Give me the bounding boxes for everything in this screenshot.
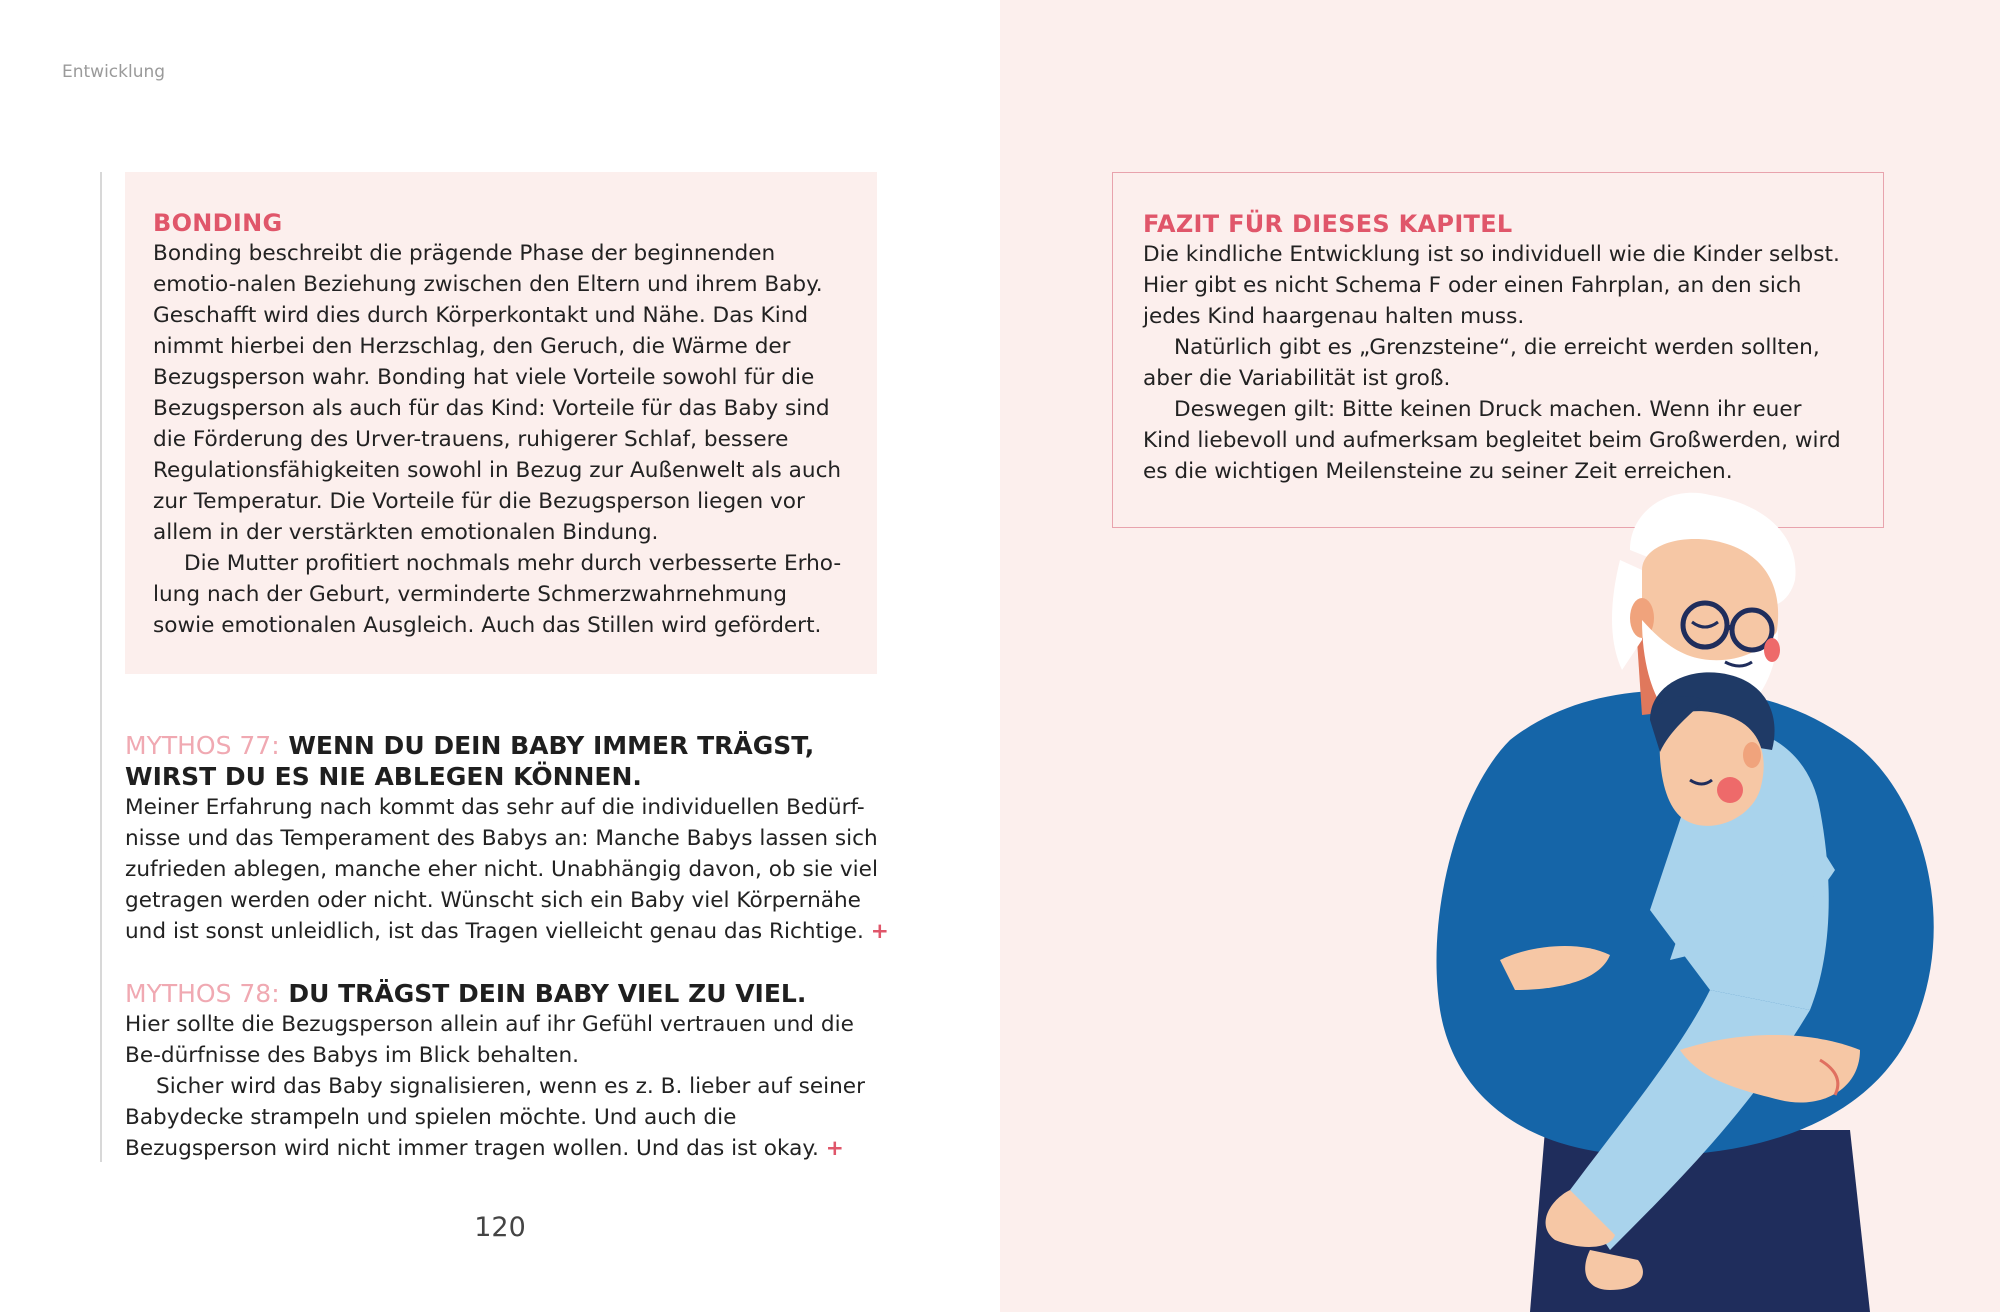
myth-77-paragraph: Meiner Erfahrung nach kommt das sehr auf die individuellen Bedürf-nisse und das Temperament des Babys an: Manche Babys lassen sich zufrieden ablegen, manche eher nicht. Unabhängig davon, ob sie viel getragen werden oder nicht. Wünscht sich ein Baby viel Körpernähe und ist sonst unleidlich, ist das Tragen vielleicht genau das Richtige.	[125, 795, 878, 944]
running-head: Entwicklung	[62, 62, 166, 82]
myth-78-paragraph-2	[125, 1071, 895, 1164]
myth-78-paragraph-2-text: Sicher wird das Baby signalisieren, wenn es z. B. lieber auf seiner Babydecke strampeln und spielen möchte. Und auch die Bezugsperson wird nicht immer tragen wollen. Und das ist okay.	[125, 1074, 865, 1161]
myth-78-heading	[125, 978, 895, 1009]
myth-78-end-mark: +	[825, 1136, 844, 1161]
myth-77-text	[125, 792, 895, 947]
child-ear	[1743, 742, 1761, 768]
fazit-paragraph-3: Deswegen gilt: Bitte keinen Druck machen. Wenn ihr euer Kind liebevoll und aufmerksam begleitet beim Großwerden, wird es die wichtigen Meilensteine zu seiner Zeit erreichen.	[1143, 397, 1841, 484]
myth-77-label: MYTHOS 77:	[125, 731, 280, 760]
myth-77-heading	[125, 730, 895, 792]
myth-78-title: DU TRÄGST DEIN BABY VIEL ZU VIEL.	[288, 979, 807, 1008]
bonding-box	[125, 172, 877, 674]
right-page	[1000, 0, 2000, 1312]
myth-78-paragraph-1: Hier sollte die Bezugsperson allein auf ihr Gefühl vertrauen und die Be-dürfnisse des Babys im Blick behalten.	[125, 1012, 854, 1068]
grandfather-hugging-child-illustration	[1380, 490, 1980, 1312]
bonding-title: BONDING	[153, 209, 283, 237]
glasses-bridge	[1727, 627, 1732, 628]
myth-78-label: MYTHOS 78:	[125, 979, 280, 1008]
bonding-paragraph-2: Die Mutter profitiert nochmals mehr durch verbesserte Erho-lung nach der Geburt, verminderte Schmerzwahrnehmung sowie emotionalen Ausgleich. Auch das Stillen wird gefördert.	[153, 551, 842, 638]
child-cheek	[1717, 777, 1743, 803]
fazit-paragraph-1: Die kindliche Entwicklung ist so individuell wie die Kinder selbst. Hier gibt es nicht Schema F oder einen Fahrplan, an den sich jedes Kind haargenau halten muss.	[1143, 242, 1840, 329]
myth-77-end-mark: +	[870, 919, 889, 944]
page-number: 120	[474, 1212, 526, 1243]
myth-77-title: WENN DU DEIN BABY IMMER TRÄGST, WIRST DU ES NIE ABLEGEN KÖNNEN.	[125, 731, 815, 791]
fazit-title: FAZIT FÜR DIESES KAPITEL	[1143, 210, 1513, 238]
bonding-paragraph-1: Bonding beschreibt die prägende Phase der beginnenden emotio-nalen Beziehung zwischen den Eltern und ihrem Baby. Geschafft wird dies durch Körperkontakt und Nähe. Das Kind nimmt hierbei den Herzschlag, den Geruch, die Wärme der Bezugsperson wahr. Bonding hat viele Vorteile sowohl für die Bezugsperson als auch für das Kind: Vorteile für das Baby sind die Förderung des Urver-trauens, ruhigerer Schlaf, bessere Regulationsfähigkeiten sowohl in Bezug zur Außenwelt als auch zur Temperatur. Die Vorteile für die Bezugsperson liegen vor allem in der verstärkten emotionalen Bindung.	[153, 241, 842, 545]
vertical-rule	[100, 172, 102, 1162]
myth-77-section	[125, 730, 895, 947]
fazit-box	[1112, 172, 1884, 528]
myth-78-section	[125, 978, 895, 1164]
grandfather-cheek	[1764, 638, 1780, 662]
fazit-paragraph-2: Natürlich gibt es „Grenzsteine“, die erreicht werden sollten, aber die Variabilität ist groß.	[1143, 335, 1820, 391]
